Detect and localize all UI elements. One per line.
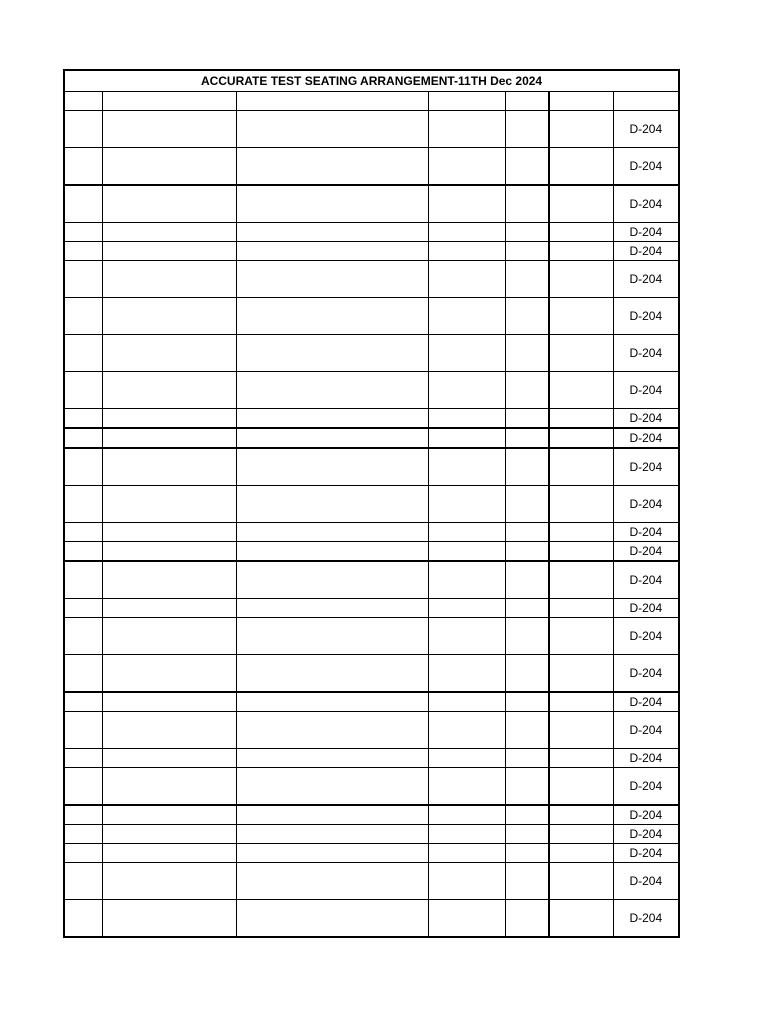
table-row [64,805,679,825]
table-cell [64,561,102,599]
room-cell: D-204 [613,372,679,409]
table-cell [505,372,549,409]
table-cell [102,111,236,148]
table-cell [102,372,236,409]
table-row [64,825,679,844]
table-cell [505,335,549,372]
table-cell [64,223,102,242]
table-cell [102,242,236,261]
table-cell [428,523,505,542]
seating-table [63,69,680,938]
table-cell [549,618,613,655]
table-row [64,863,679,900]
table-cell [549,448,613,486]
table-row [64,900,679,938]
table-cell [549,223,613,242]
table-cell [549,863,613,900]
table-row [64,618,679,655]
room-cell: D-204 [613,749,679,768]
table-cell [102,749,236,768]
table-cell [64,148,102,186]
table-row [64,844,679,863]
table-cell [64,242,102,261]
table-cell [64,409,102,429]
table-cell [428,712,505,749]
table-cell [236,599,428,618]
table-cell [549,900,613,938]
room-cell: D-204 [613,223,679,242]
table-cell [549,185,613,223]
table-cell [428,486,505,523]
table-cell [549,712,613,749]
table-row [64,486,679,523]
table-cell [428,768,505,806]
seating-sheet [63,69,678,938]
table-cell [505,655,549,693]
table-cell [428,561,505,599]
table-cell [549,486,613,523]
table-row [64,692,679,712]
header-cell [102,92,236,111]
header-cell [236,92,428,111]
table-cell [549,148,613,186]
table-cell [428,223,505,242]
table-cell [428,542,505,562]
table-cell [102,261,236,298]
table-cell [428,825,505,844]
table-cell [549,805,613,825]
table-row [64,655,679,693]
table-cell [428,428,505,448]
table-cell [505,844,549,863]
table-cell [102,409,236,429]
table-cell [428,618,505,655]
table-cell [549,261,613,298]
room-cell: D-204 [613,261,679,298]
table-cell [505,185,549,223]
table-cell [505,486,549,523]
room-cell: D-204 [613,335,679,372]
table-cell [549,561,613,599]
table-cell [102,599,236,618]
table-cell [102,223,236,242]
table-cell [236,298,428,335]
table-cell [64,655,102,693]
table-row [64,428,679,448]
table-cell [236,409,428,429]
room-cell: D-204 [613,542,679,562]
table-cell [549,599,613,618]
table-cell [64,185,102,223]
table-cell [236,692,428,712]
table-cell [505,825,549,844]
table-row [64,448,679,486]
table-cell [549,242,613,261]
room-cell: D-204 [613,298,679,335]
table-cell [102,863,236,900]
table-cell [64,298,102,335]
table-cell [428,900,505,938]
table-cell [102,486,236,523]
table-cell [64,261,102,298]
table-cell [428,185,505,223]
table-cell [505,223,549,242]
table-cell [505,428,549,448]
table-cell [428,111,505,148]
table-cell [236,111,428,148]
table-cell [428,805,505,825]
table-cell [64,618,102,655]
table-cell [549,335,613,372]
table-cell [428,844,505,863]
table-row [64,148,679,186]
table-cell [102,542,236,562]
table-cell [505,148,549,186]
table-cell [428,335,505,372]
table-cell [236,242,428,261]
table-row [64,111,679,148]
table-cell [102,900,236,938]
table-cell [64,111,102,148]
table-cell [64,428,102,448]
table-cell [505,900,549,938]
table-cell [549,768,613,806]
table-cell [236,486,428,523]
table-cell [505,692,549,712]
room-cell: D-204 [613,486,679,523]
table-cell [64,448,102,486]
table-cell [236,805,428,825]
table-cell [102,523,236,542]
table-cell [64,844,102,863]
table-cell [102,712,236,749]
room-cell: D-204 [613,825,679,844]
table-cell [102,618,236,655]
header-row [64,92,679,111]
header-cell [613,92,679,111]
room-cell: D-204 [613,768,679,806]
table-row [64,298,679,335]
table-cell [236,448,428,486]
table-cell [102,298,236,335]
table-cell [549,825,613,844]
table-cell [64,599,102,618]
table-cell [236,900,428,938]
header-cell [428,92,505,111]
room-cell: D-204 [613,805,679,825]
table-cell [428,655,505,693]
table-row [64,542,679,562]
table-cell [236,749,428,768]
table-cell [64,542,102,562]
table-row [64,749,679,768]
room-cell: D-204 [613,428,679,448]
table-cell [549,542,613,562]
table-cell [428,692,505,712]
table-cell [549,298,613,335]
table-cell [505,805,549,825]
table-cell [549,523,613,542]
table-cell [64,900,102,938]
table-cell [64,523,102,542]
table-cell [549,409,613,429]
table-cell [505,298,549,335]
room-cell: D-204 [613,448,679,486]
table-cell [428,148,505,186]
table-cell [236,712,428,749]
room-cell: D-204 [613,561,679,599]
table-cell [64,486,102,523]
table-row [64,372,679,409]
table-cell [102,768,236,806]
table-cell [505,261,549,298]
table-cell [505,561,549,599]
table-cell [236,561,428,599]
table-cell [505,749,549,768]
table-row [64,599,679,618]
table-cell [428,298,505,335]
table-cell [102,428,236,448]
table-cell [102,655,236,693]
header-cell [505,92,549,111]
room-cell: D-204 [613,712,679,749]
table-cell [236,768,428,806]
table-cell [428,242,505,261]
room-cell: D-204 [613,148,679,186]
room-cell: D-204 [613,844,679,863]
room-cell: D-204 [613,599,679,618]
table-cell [505,712,549,749]
table-cell [505,542,549,562]
room-cell: D-204 [613,185,679,223]
table-cell [428,448,505,486]
table-cell [549,372,613,409]
table-row [64,712,679,749]
table-cell [505,599,549,618]
table-row [64,223,679,242]
table-cell [549,844,613,863]
table-cell [236,428,428,448]
room-cell: D-204 [613,692,679,712]
table-cell [428,599,505,618]
table-cell [236,542,428,562]
table-cell [236,223,428,242]
table-cell [505,618,549,655]
table-cell [64,712,102,749]
table-cell [549,428,613,448]
room-cell: D-204 [613,618,679,655]
table-cell [102,805,236,825]
table-cell [102,561,236,599]
table-cell [428,863,505,900]
table-cell [428,409,505,429]
table-row [64,335,679,372]
table-cell [102,825,236,844]
table-cell [505,111,549,148]
table-cell [64,692,102,712]
table-cell [549,111,613,148]
table-cell [64,372,102,409]
table-cell [64,768,102,806]
table-cell [505,768,549,806]
table-cell [505,863,549,900]
header-cell [549,92,613,111]
table-cell [102,692,236,712]
table-cell [236,655,428,693]
table-cell [236,618,428,655]
table-row [64,261,679,298]
table-cell [505,409,549,429]
table-row [64,561,679,599]
table-cell [236,844,428,863]
table-row [64,768,679,806]
header-cell [64,92,102,111]
table-cell [236,523,428,542]
table-row [64,242,679,261]
room-cell: D-204 [613,523,679,542]
table-cell [102,148,236,186]
room-cell: D-204 [613,409,679,429]
table-cell [549,749,613,768]
room-cell: D-204 [613,242,679,261]
room-cell: D-204 [613,655,679,693]
table-cell [64,805,102,825]
table-cell [64,825,102,844]
table-cell [549,655,613,693]
table-row [64,409,679,429]
table-cell [505,242,549,261]
table-cell [236,335,428,372]
table-cell [64,335,102,372]
table-cell [236,185,428,223]
table-cell [102,185,236,223]
table-cell [236,148,428,186]
table-cell [236,825,428,844]
table-row [64,185,679,223]
table-cell [428,749,505,768]
table-cell [505,523,549,542]
table-cell [102,448,236,486]
room-cell: D-204 [613,900,679,938]
table-cell [102,335,236,372]
table-cell [102,844,236,863]
table-cell [64,749,102,768]
table-cell [64,863,102,900]
table-cell [236,372,428,409]
table-cell [236,261,428,298]
table-row [64,523,679,542]
table-cell [236,863,428,900]
room-cell: D-204 [613,863,679,900]
table-cell [428,261,505,298]
room-cell: D-204 [613,111,679,148]
table-cell [428,372,505,409]
table-cell [505,448,549,486]
sheet-title: ACCURATE TEST SEATING ARRANGEMENT-11TH Dec 2024 [64,70,679,92]
table-cell [549,692,613,712]
